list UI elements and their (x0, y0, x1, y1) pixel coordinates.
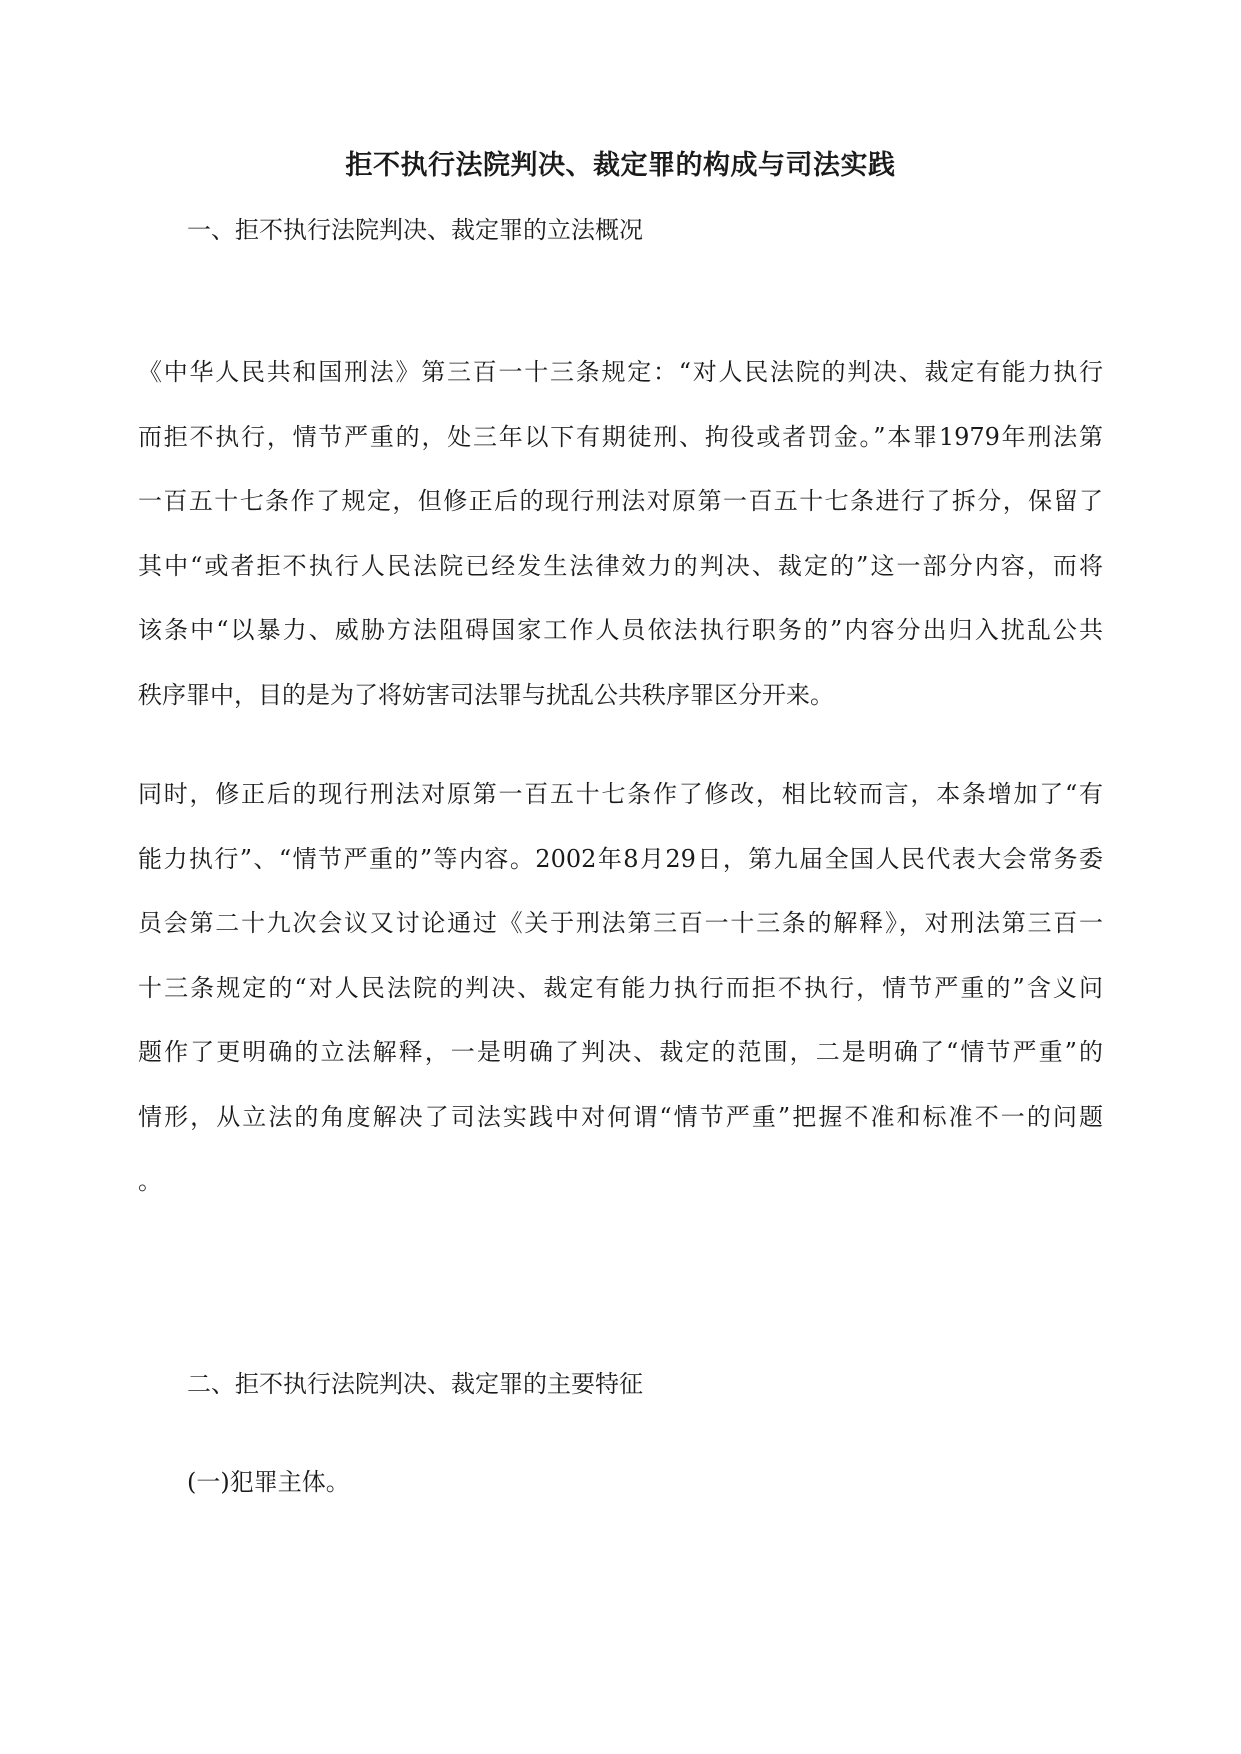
paragraph-2 (138, 762, 1103, 1214)
paragraph-line: 同时，修正后的现行刑法对原第一百五十七条作了修改，相比较而言，本条增加了“有 (138, 780, 1103, 808)
document-title: 拒不执行法院判决、裁定罪的构成与司法实践 (345, 150, 896, 181)
paragraph-line: 秩序罪中，目的是为了将妨害司法罪与扰乱公共秩序罪区分开来。 (138, 680, 834, 709)
paragraph-line: 。 (138, 1167, 162, 1195)
paragraph-line: 其中“或者拒不执行人民法院已经发生法律效力的判决、裁定的”这一部分内容，而将 (138, 551, 1103, 580)
subsection-heading-1: (一)犯罪主体。 (187, 1468, 350, 1496)
paragraph-line: 而拒不执行，情节严重的，处三年以下有期徒刑、拘役或者罚金。”本罪1979年刑法第 (138, 422, 1103, 451)
paragraph-line: 能力执行”、“情节严重的”等内容。2002年8月29日，第九届全国人民代表大会常务委 (138, 844, 1103, 873)
paragraph-1 (138, 340, 1103, 727)
paragraph-line: 《中华人民共和国刑法》第三百一十三条规定：“对人民法院的判决、裁定有能力执行 (138, 358, 1103, 386)
paragraph-line: 一百五十七条作了规定，但修正后的现行刑法对原第一百五十七条进行了拆分，保留了 (138, 487, 1103, 515)
paragraph-line: 题作了更明确的立法解释，一是明确了判决、裁定的范围，二是明确了“情节严重”的 (138, 1038, 1103, 1066)
paragraph-line: 该条中“以暴力、威胁方法阻碍国家工作人员依法执行职务的”内容分出归入扰乱公共 (138, 616, 1103, 644)
paragraph-line: 员会第二十九次会议又讨论通过《关于刑法第三百一十三条的解释》，对刑法第三百一 (138, 909, 1103, 937)
paragraph-line: 十三条规定的“对人民法院的判决、裁定有能力执行而拒不执行，情节严重的”含义问 (138, 973, 1103, 1002)
section-heading-2: 二、拒不执行法院判决、裁定罪的主要特征 (187, 1370, 643, 1398)
section-heading-1: 一、拒不执行法院判决、裁定罪的立法概况 (187, 216, 643, 244)
paragraph-line: 情形，从立法的角度解决了司法实践中对何谓“情节严重”把握不准和标准不一的问题 (138, 1102, 1103, 1131)
